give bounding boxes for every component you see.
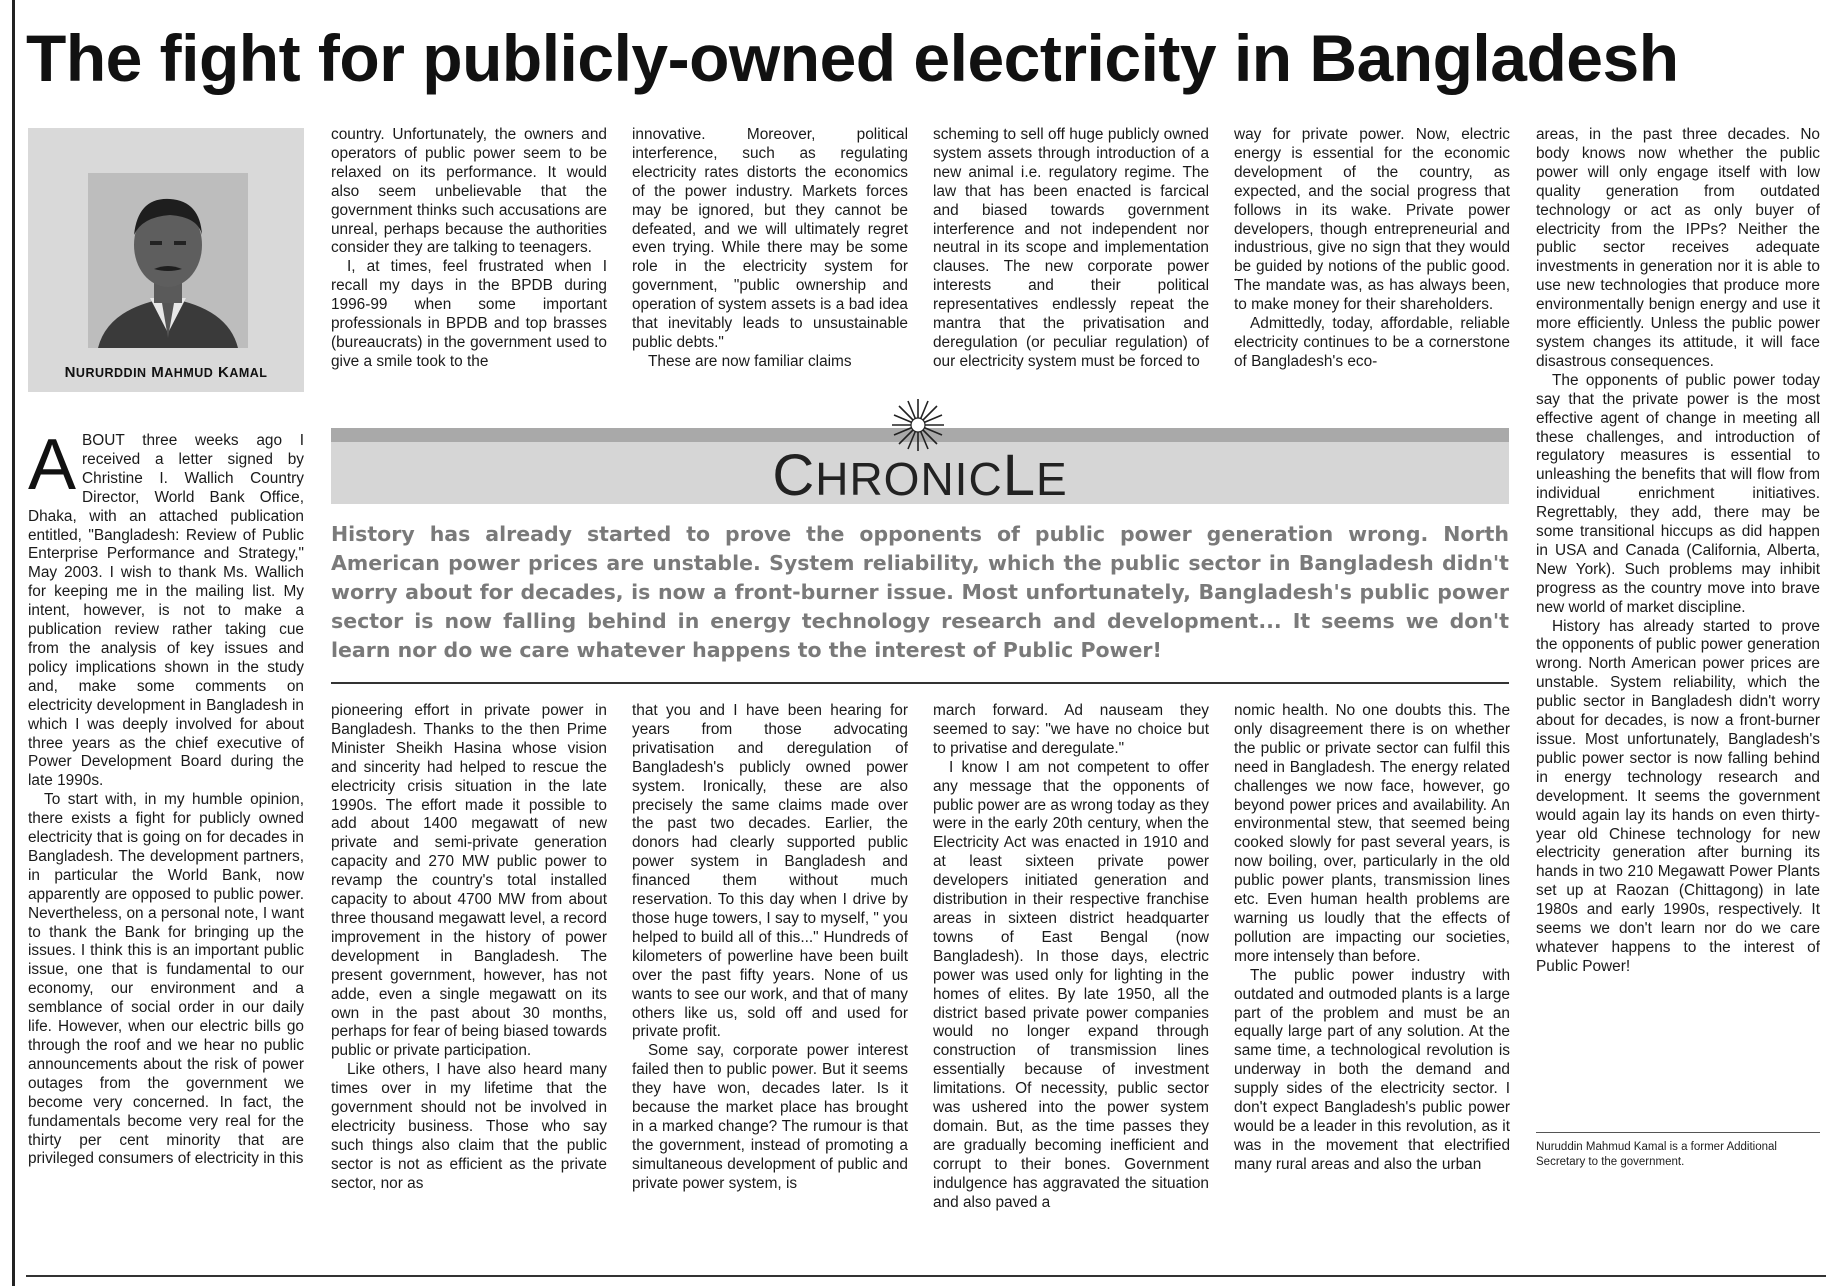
column-3-bottom-paragraph-1: that you and I have been hearing for years from those advocating privatisation and deregulation of Bangladesh's publicly owned power system. Ironically, these are also precisely the same claims made over the past two decades. Earlier, the donors had clearly supported public power system in Bangladesh and financed them without much reservation. To this day when I drive by those huge towers, I say to myself, " you helped to build all of this..." Hundreds of kilometers of powerline have been built over the past fifty years. None of us wants to see our work, and that of many others like us, sold off and used for private profit. (632, 702, 908, 1041)
column-3-top (632, 126, 908, 408)
column-2-bottom (331, 702, 607, 1274)
column-2-bottom-paragraph-1: pioneering effort in private power in Bangladesh. Thanks to the then Prime Minister Sheikh Hasina whose vision and sincerity had helped to rescue the electricity crisis situation in the late 1990s. The effort made it possible to add about 1400 megawatt of new private and semi-private generation capacity and 270 MW public power to revamp the country's total installed capacity to about 4700 MW from about three thousand megawatt level, a record improvement in the history of power development in Bangladesh. The present government, however, has not adde, even a single megawatt on its own in the past about 30 months, perhaps for fear of being biased towards public or private participation. (331, 702, 607, 1060)
drop-cap: A (28, 432, 77, 505)
column-1-paragraph-1: ABOUT three weeks ago I received a letter signed by Christine I. Wallich Country Director, World Bank Office, Dhaka, with an attached publication entitled, "Bangladesh: Review of Public Enterprise Performance and Strategy," May 2003. I wish to thank Ms. Wallich for keeping me in the mailing list. My intent, however, is not to make a publication review rather taking cue from the analysis of key issues and policy implications shown in the study and, make some comments on electricity development in Bangladesh in which I was deeply involved for about three years as the chief executive of Power Development Board during the late 1990s. (28, 432, 304, 790)
column-3-top-paragraph-1: innovative. Moreover, political interference, such as regulating electricity rates distorts the economics of the power industry. Markets forces may be ignored, but they cannot be defeated, and we will ultimately regret even trying. While there may be some role in the electricity system for government, "public ownership and operation of system assets is a bad idea that inevitably leads to unsustainable public debts." (632, 126, 908, 351)
column-6-paragraph-3: History has already started to prove the opponents of public power generation wrong. North American power prices are unstable. System reliability, which the public sector in Bangladesh didn't worry about for decades, is now a front-burner issue. Most unfortunately, Bangladesh's public power sector is now falling behind in energy technology research and development. It seems the government would again lay its hands on even thirty-year old Chinese technology for new electricity generation after burning its hands in two 210 Megawatt Power Plants set up at Raozan (Chittagong) in late 1980s and early 1990s, respectively. It seems we don't learn nor do we care whatever happens to the interest of Public Power! (1536, 617, 1820, 975)
column-4-bottom-paragraph-1: march forward. Ad nauseam they seemed to say: "we have no choice but to privatise and deregulate." (933, 702, 1209, 757)
column-1 (28, 432, 304, 1274)
bottom-rule (26, 1275, 1826, 1277)
left-border-rule (12, 0, 15, 1286)
column-4-top-paragraph-1: scheming to sell off huge publicly owned system assets through introduction of a new animal i.e. regulatory regime. The law that has been enacted is farcical and biased towards government interference and not independent nor neutral in its scope and implementation clauses. The new corporate power interests and their political representatives endlessly repeat the mantra that the privatisation and deregulation (or peculiar regulation) of our electricity system must be forced to (933, 126, 1209, 370)
column-3-top-paragraph-2: These are now familiar claims (648, 352, 852, 370)
column-3-bottom-paragraph-2: Some say, corporate power interest failed then to public power. But it seems they have won, decades later. Is it because the market place has brought in a marked change? The rumour is that the government, instead of promoting a simultaneous development of public and private power system, is (632, 1042, 908, 1192)
column-5-bottom (1234, 702, 1510, 1274)
author-photo (88, 173, 248, 348)
column-2-top-paragraph-2: I, at times, feel frustrated when I recall my days in the BPDB during 1996-99 when some important professionals in BPDB and top brasses (bureaucrats) in the government used to give a smile took to the (331, 258, 607, 370)
column-2-bottom-paragraph-2: Like others, I have also heard many times over in my lifetime that the government should not be involved in electricity business. Those who say such things also claim that the public sector is not as efficient as the private sector, nor as (331, 1061, 607, 1192)
column-6-paragraph-2: The opponents of public power today say that the private power is the most effective agent of change in meeting all these challenges, and introduction of regulatory measures is essential to unleashing the benefits that will flow from individual enrichment initiatives. Regrettably, they add, there may be some transitional hiccups as did happen in USA and Canada (California, Alberta, New York). Such problems may inhibit progress as the country move into brave new world of market discipline. (1536, 371, 1820, 616)
column-4-bottom-paragraph-2: I know I am not competent to offer any message that the opponents of public power are as wrong today as they were in the early 20th century, when the Electricity Act was enacted in 1910 and at least sixteen private power developers initiated generation and distribution in their respective franchise areas in sixteen district headquarter towns of East Bengal (now Bangladesh). In those days, electric power was used only for lighting in the homes of elites. By late 1950, all the district based private power companies would no longer expand through construction of transmission lines essentially because of investment limitations. Of necessity, public sector was ushered into the power system domain. But, as the time passes they are gradually becoming inefficient and corrupt to their bones. Government indulgence has aggravated the situation and also paved a (933, 758, 1209, 1211)
author-bio: Nuruddin Mahmud Kamal is a former Additional Secretary to the government. (1536, 1141, 1777, 1168)
starburst-icon (890, 397, 946, 453)
pull-quote: History has already started to prove the opponents of public power generation wrong. North American power prices are unstable. System reliability, which the public sector in Bangladesh didn't worry about for decades, is now a front-burner issue. Most unfortunately, Bangladesh's public power sector is now falling behind in energy technology research and development... It seems we don't learn nor do we care whatever happens to the interest of Public Power! (331, 522, 1509, 662)
author-portrait-image (88, 173, 248, 348)
column-5-top-paragraph-2: Admittedly, today, affordable, reliable electricity continues to be a cornerstone of Bangladesh's eco- (1234, 315, 1510, 370)
column-1-paragraph-2: To start with, in my humble opinion, there exists a fight for publicly owned electricity that is going on for decades in Bangladesh. The development partners, in particular the World Bank, now apparently are opposed to public power. Nevertheless, on a personal note, I want to thank the Bank for bringing up the issues. I think this is an important public issue, one that is fundamental to our economy, our environment and a semblance of social order in our daily life. However, when our electric bills go through the roof and we hear no public announcements about the risk of power outages from the government we become very concerned. In fact, the fundamentals become very real for the thirty per cent minority that are privileged consumers of electricity in this (28, 791, 304, 1168)
column-4-bottom (933, 702, 1209, 1274)
column-5-top (1234, 126, 1510, 408)
headline: The fight for publicly-owned electricity in Bangladesh (26, 21, 1679, 95)
column-4-top (933, 126, 1209, 408)
column-2-top-paragraph-1: country. Unfortunately, the owners and operators of public power seem to be relaxed on its performance. It would also seem unbelievable that the government thinks such accusations are unreal, perhaps because the authorities consider they are talking to teenagers. (331, 126, 607, 257)
column-6 (1536, 126, 1820, 1128)
column-3-bottom (632, 702, 908, 1274)
column-5-top-paragraph-1: way for private power. Now, electric energy is essential for the economic development of the country, as expected, and the social progress that follows in its wake. Private power developers, though entrepreneurial and industrious, give no sign that they would be guided by notions of the public good. The mandate was, as has always been, to make money for their shareholders. (1234, 126, 1510, 314)
author-box (28, 128, 304, 392)
bio-rule (1536, 1132, 1820, 1133)
section-name: CHRONICLE (772, 443, 1068, 508)
column-2-top (331, 126, 607, 408)
pull-quote-rule (331, 682, 1509, 684)
column-5-bottom-paragraph-1: nomic health. No one doubts this. The only disagreement there is on whether the public or private sector can fulfil this need in Bangladesh. The energy related challenges we now face, however, go beyond power prices and availability. An environmental stew, that seemed being cooked slowly for past several years, is now boiling, over, particularly in the old public power plants, transmission lines etc. Even human health problems are warning us loudly that the effects of pollution are impacting our societies, more intensely than before. (1234, 702, 1510, 965)
author-name: NURURDDIN MAHMUD KAMAL (64, 364, 268, 381)
column-5-bottom-paragraph-2: The public power industry with outdated and outmoded plants is a large part of the problem and must be an equally large part of any solution. At the same time, a technological revolution is underway in both the demand and supply sides of the electricity sector. I don't expect Bangladesh's public power would be a leader in this revolution, as it was in the movement that electrified many rural areas and also the urban (1234, 966, 1510, 1173)
column-6-paragraph-1: areas, in the past three decades. No body knows now whether the public power will only engage itself with low quality generation from outdated technology or act as only buyer of electricity from the IPPs? Neither the public sector receives adequate investments in generation nor it is able to use new technologies that produce more environmentally benign energy and use it more efficiently. Unless the public power system changes its attitude, it will face disastrous consequences. (1536, 126, 1820, 370)
